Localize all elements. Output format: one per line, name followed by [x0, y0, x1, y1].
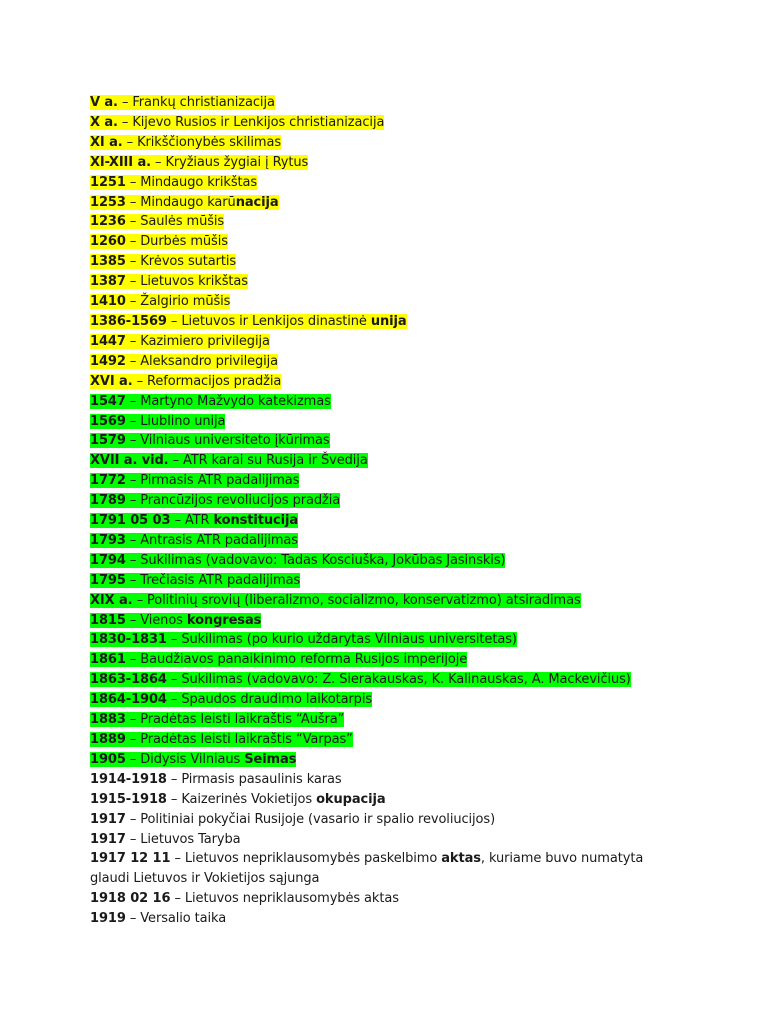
- entry-separator: –: [125, 174, 141, 190]
- timeline-entry: [90, 611, 650, 631]
- entry-separator: –: [170, 851, 185, 867]
- entry-separator: –: [166, 771, 182, 787]
- timeline-entry: [90, 810, 650, 830]
- entry-highlight: [90, 573, 300, 588]
- entry-highlight: [90, 394, 331, 409]
- timeline-entry: [90, 272, 650, 292]
- entry-text: Lietuvos krikštas: [140, 274, 248, 290]
- entry-separator: –: [125, 572, 141, 588]
- entry-separator: –: [122, 134, 138, 150]
- entry-highlight: [90, 812, 495, 827]
- timeline-entry: [90, 750, 650, 770]
- entry-highlight: [90, 851, 643, 886]
- entry-date: 1386-1569: [90, 313, 167, 329]
- timeline-entry: [90, 551, 650, 571]
- entry-text: Antrasis ATR padalijimas: [140, 532, 298, 548]
- entry-text: Spaudos draudimo laikotarpis: [181, 692, 373, 708]
- entry-text: ATR: [184, 513, 214, 529]
- entry-text: Durbės mūšis: [140, 234, 228, 250]
- timeline-entry: [90, 571, 650, 591]
- entry-separator: –: [166, 632, 182, 648]
- timeline-entry: [90, 451, 650, 471]
- entry-separator: –: [132, 592, 147, 608]
- entry-separator: –: [166, 672, 182, 688]
- entry-separator: –: [125, 433, 141, 449]
- timeline-entry: [90, 491, 650, 511]
- entry-bold-term: Seimas: [244, 751, 297, 767]
- entry-highlight: [90, 652, 467, 667]
- entry-date: XI-XIII a.: [90, 154, 151, 170]
- entry-date: 1789: [90, 493, 126, 509]
- timeline-entry: [90, 670, 650, 690]
- entry-highlight: [90, 732, 353, 747]
- entry-separator: –: [125, 194, 141, 210]
- entry-text: Saulės mūšis: [140, 214, 225, 230]
- timeline-entry: [90, 650, 650, 670]
- entry-separator: –: [125, 413, 141, 429]
- timeline-entry: [90, 511, 650, 531]
- timeline-entry: [90, 730, 650, 750]
- entry-date: 1793: [90, 532, 126, 548]
- entry-highlight: [90, 155, 308, 170]
- entry-highlight: [90, 354, 278, 369]
- entry-bold-term: okupacija: [316, 791, 386, 807]
- entry-highlight: [90, 115, 384, 130]
- entry-separator: –: [170, 513, 185, 529]
- entry-highlight: [90, 214, 224, 229]
- entry-date: 1915-1918: [90, 791, 167, 807]
- timeline-entry: [90, 770, 650, 790]
- entry-text: Trečiasis ATR padalijimas: [140, 572, 301, 588]
- entry-date: 1863-1864: [90, 672, 167, 688]
- entry-date: 1410: [90, 294, 126, 310]
- timeline-entry: [90, 531, 650, 551]
- entry-highlight: [90, 274, 248, 289]
- entry-text: Vilniaus universiteto įkūrimas: [140, 433, 330, 449]
- entry-text: Sukilimas (vadovavo: Z. Sierakauskas, K. Kalinauskas, A. Mackevičius): [181, 672, 631, 688]
- entry-highlight: [90, 414, 225, 429]
- entry-date: 1569: [90, 413, 126, 429]
- entry-text: Baudžiavos panaikinimo reforma Rusijos imperijoje: [140, 652, 468, 668]
- entry-text: Versalio taika: [140, 911, 227, 927]
- entry-separator: –: [125, 811, 141, 827]
- timeline-entry: [90, 133, 650, 153]
- entry-highlight: [90, 692, 372, 707]
- timeline-entry: [90, 93, 650, 113]
- entry-text: Didysis Vilniaus: [140, 751, 245, 767]
- entry-highlight: [90, 374, 281, 389]
- entry-highlight: [90, 672, 631, 687]
- entry-text: Sukilimas (vadovavo: Tadas Kosciuška, Jokūbas Jasinskis): [140, 552, 506, 568]
- entry-date: 1387: [90, 274, 126, 290]
- entry-date: 1918 02 16: [90, 891, 171, 907]
- timeline-entry: [90, 292, 650, 312]
- entry-highlight: [90, 752, 296, 767]
- entry-date: 1794: [90, 552, 126, 568]
- entry-highlight: [90, 513, 298, 528]
- entry-text: Kijevo Rusios ir Lenkijos christianizacija: [132, 114, 385, 130]
- entry-text: Frankų christianizacija: [132, 95, 275, 110]
- entry-date: 1864-1904: [90, 692, 167, 708]
- entry-date: 1917 12 11: [90, 851, 171, 867]
- entry-highlight: [90, 473, 299, 488]
- entry-text: Mindaugo krikštas: [140, 174, 258, 190]
- entry-bold-term: unija: [370, 313, 407, 329]
- entry-text: Politiniai pokyčiai Rusijoje (vasario ir spalio revoliucijos): [140, 811, 496, 827]
- timeline-entry: [90, 630, 650, 650]
- entry-highlight: [90, 254, 236, 269]
- entry-highlight: [90, 135, 281, 150]
- entry-highlight: [90, 314, 407, 329]
- entry-date: 1919: [90, 911, 126, 927]
- entry-date: 1815: [90, 612, 126, 628]
- entry-date: 1236: [90, 214, 126, 230]
- entry-highlight: [90, 234, 228, 249]
- entry-text: Reformacijos pradžia: [147, 373, 282, 389]
- entry-highlight: [90, 792, 386, 807]
- entry-text: ATR karai su Rusija ir Švedija: [182, 453, 368, 469]
- entry-separator: –: [125, 712, 141, 728]
- entry-date: 1917: [90, 811, 126, 827]
- entry-separator: –: [132, 373, 148, 389]
- entry-text: Pradėtas leisti laikraštis “Aušra”: [140, 712, 345, 728]
- entry-text: Aleksandro privilegija: [140, 353, 279, 369]
- entry-date: X a.: [90, 114, 118, 130]
- entry-highlight: [90, 832, 241, 847]
- timeline-entry: [90, 909, 650, 929]
- entry-separator: –: [125, 911, 141, 927]
- entry-highlight: [90, 195, 279, 210]
- entry-highlight: [90, 772, 342, 787]
- entry-highlight: [90, 533, 298, 548]
- entry-highlight: [90, 453, 368, 468]
- entry-date: 1917: [90, 831, 126, 847]
- entry-date: 1385: [90, 254, 126, 270]
- entry-separator: –: [125, 612, 141, 628]
- timeline-entry: [90, 889, 650, 909]
- entry-separator: –: [125, 353, 141, 369]
- entry-separator: –: [125, 473, 141, 489]
- entry-date: 1772: [90, 473, 126, 489]
- entry-text: Pirmasis ATR padalijimas: [140, 473, 300, 489]
- timeline-entry: [90, 830, 650, 850]
- entry-date: 1830-1831: [90, 632, 167, 648]
- timeline-entry: [90, 790, 650, 810]
- entry-date: 1492: [90, 353, 126, 369]
- entry-highlight: [90, 294, 230, 309]
- entry-text: Politinių srovių (liberalizmo, socializmo, konservatizmo) atsiradimas: [147, 592, 581, 608]
- timeline-entry: [90, 332, 650, 352]
- entry-separator: –: [125, 274, 141, 290]
- entry-highlight: [90, 493, 340, 508]
- entry-highlight: [90, 632, 517, 647]
- entry-separator: –: [166, 313, 182, 329]
- entry-separator: –: [170, 891, 185, 907]
- entry-separator: –: [125, 552, 141, 568]
- entry-text: Žalgirio mūšis: [140, 294, 231, 310]
- entry-date: XI a.: [90, 134, 123, 150]
- timeline-entry: [90, 352, 650, 372]
- entry-separator: –: [168, 453, 183, 469]
- timeline-entry: [90, 252, 650, 272]
- entry-text: Kaizerinės Vokietijos: [181, 791, 317, 807]
- entry-separator: –: [125, 532, 141, 548]
- entry-text: Lietuvos ir Lenkijos dinastinė: [181, 313, 371, 329]
- entry-text: Pirmasis pasaulinis karas: [181, 771, 342, 787]
- entry-date: 1579: [90, 433, 126, 449]
- entry-text-continued: , kuriame buvo numatyta glaudi Lietuvos ir Vokietijos sąjunga: [90, 851, 644, 887]
- entry-highlight: [90, 911, 226, 926]
- entry-date: 1447: [90, 333, 126, 349]
- entry-date: V a.: [90, 95, 118, 110]
- entry-date: 1914-1918: [90, 771, 167, 787]
- entry-bold-term: konstitucija: [213, 513, 299, 529]
- timeline-document: [90, 93, 650, 929]
- entry-text: Prancūzijos revoliucijos pradžia: [140, 493, 341, 509]
- entry-date: 1795: [90, 572, 126, 588]
- entry-separator: –: [117, 95, 133, 110]
- timeline-entry: [90, 193, 650, 213]
- timeline-entry: [90, 113, 650, 133]
- timeline-entry: [90, 710, 650, 730]
- timeline-entry: [90, 431, 650, 451]
- entry-date: XIX a.: [90, 592, 133, 608]
- entry-text: Vienos: [140, 612, 187, 628]
- timeline-entry: [90, 392, 650, 412]
- entry-separator: –: [125, 732, 141, 747]
- entry-highlight: [90, 613, 261, 628]
- timeline-entry: [90, 690, 650, 710]
- entry-highlight: [90, 712, 344, 727]
- entry-separator: –: [125, 393, 141, 409]
- entry-separator: –: [125, 652, 141, 668]
- entry-date: 1889: [90, 732, 126, 747]
- entry-text: Lietuvos nepriklausomybės paskelbimo: [184, 851, 442, 867]
- entry-separator: –: [117, 114, 133, 130]
- entry-separator: –: [150, 154, 166, 170]
- entry-separator: –: [125, 294, 141, 310]
- entry-highlight: [90, 334, 270, 349]
- entry-separator: –: [125, 214, 141, 230]
- entry-date: XVII a. vid.: [90, 453, 169, 469]
- entry-highlight: [90, 593, 581, 608]
- entry-text: Liublino unija: [140, 413, 226, 429]
- entry-text: Krėvos sutartis: [140, 254, 237, 270]
- entry-bold-term: aktas: [441, 851, 481, 867]
- entry-bold-term: kongresas: [186, 612, 262, 628]
- entry-separator: –: [125, 234, 141, 250]
- entry-text: Mindaugo karū: [140, 194, 236, 210]
- timeline-entry: [90, 173, 650, 193]
- entry-highlight: [90, 433, 330, 448]
- timeline-entry: [90, 471, 650, 491]
- timeline-entry: [90, 212, 650, 232]
- timeline-entry: [90, 412, 650, 432]
- entry-date: 1253: [90, 194, 126, 210]
- entry-text: Lietuvos nepriklausomybės aktas: [184, 891, 399, 907]
- entry-date: 1251: [90, 174, 126, 190]
- entry-bold-term: nacija: [235, 194, 279, 210]
- entry-date: 1905: [90, 751, 126, 767]
- timeline-entry: [90, 372, 650, 392]
- entry-text: Martyno Mažvydo katekizmas: [140, 393, 331, 409]
- timeline-entry: [90, 312, 650, 332]
- entry-separator: –: [125, 831, 141, 847]
- entry-date: 1260: [90, 234, 126, 250]
- timeline-entry: [90, 232, 650, 252]
- timeline-entry: [90, 849, 650, 889]
- timeline-entry: [90, 591, 650, 611]
- entry-text: Sukilimas (po kurio uždarytas Vilniaus universitetas): [181, 632, 517, 648]
- entry-separator: –: [125, 333, 141, 349]
- entry-highlight: [90, 95, 275, 110]
- entry-separator: –: [166, 692, 182, 708]
- entry-date: 1883: [90, 712, 126, 728]
- entry-text: Kazimiero privilegija: [140, 333, 270, 349]
- timeline-entry: [90, 153, 650, 173]
- entry-separator: –: [125, 751, 141, 767]
- entry-date: 1547: [90, 393, 126, 409]
- entry-text: Lietuvos Taryba: [140, 831, 241, 847]
- entry-date: 1791 05 03: [90, 513, 171, 529]
- entry-separator: –: [125, 493, 141, 509]
- entry-highlight: [90, 553, 505, 568]
- entry-highlight: [90, 891, 399, 906]
- entry-text: Krikščionybės skilimas: [137, 134, 282, 150]
- entry-date: 1861: [90, 652, 126, 668]
- entry-separator: –: [125, 254, 141, 270]
- entry-text: Pradėtas leisti laikraštis “Varpas”: [140, 732, 353, 747]
- entry-separator: –: [166, 791, 182, 807]
- entry-text: Kryžiaus žygiai į Rytus: [165, 154, 309, 170]
- entry-date: XVI a.: [90, 373, 133, 389]
- entry-highlight: [90, 175, 257, 190]
